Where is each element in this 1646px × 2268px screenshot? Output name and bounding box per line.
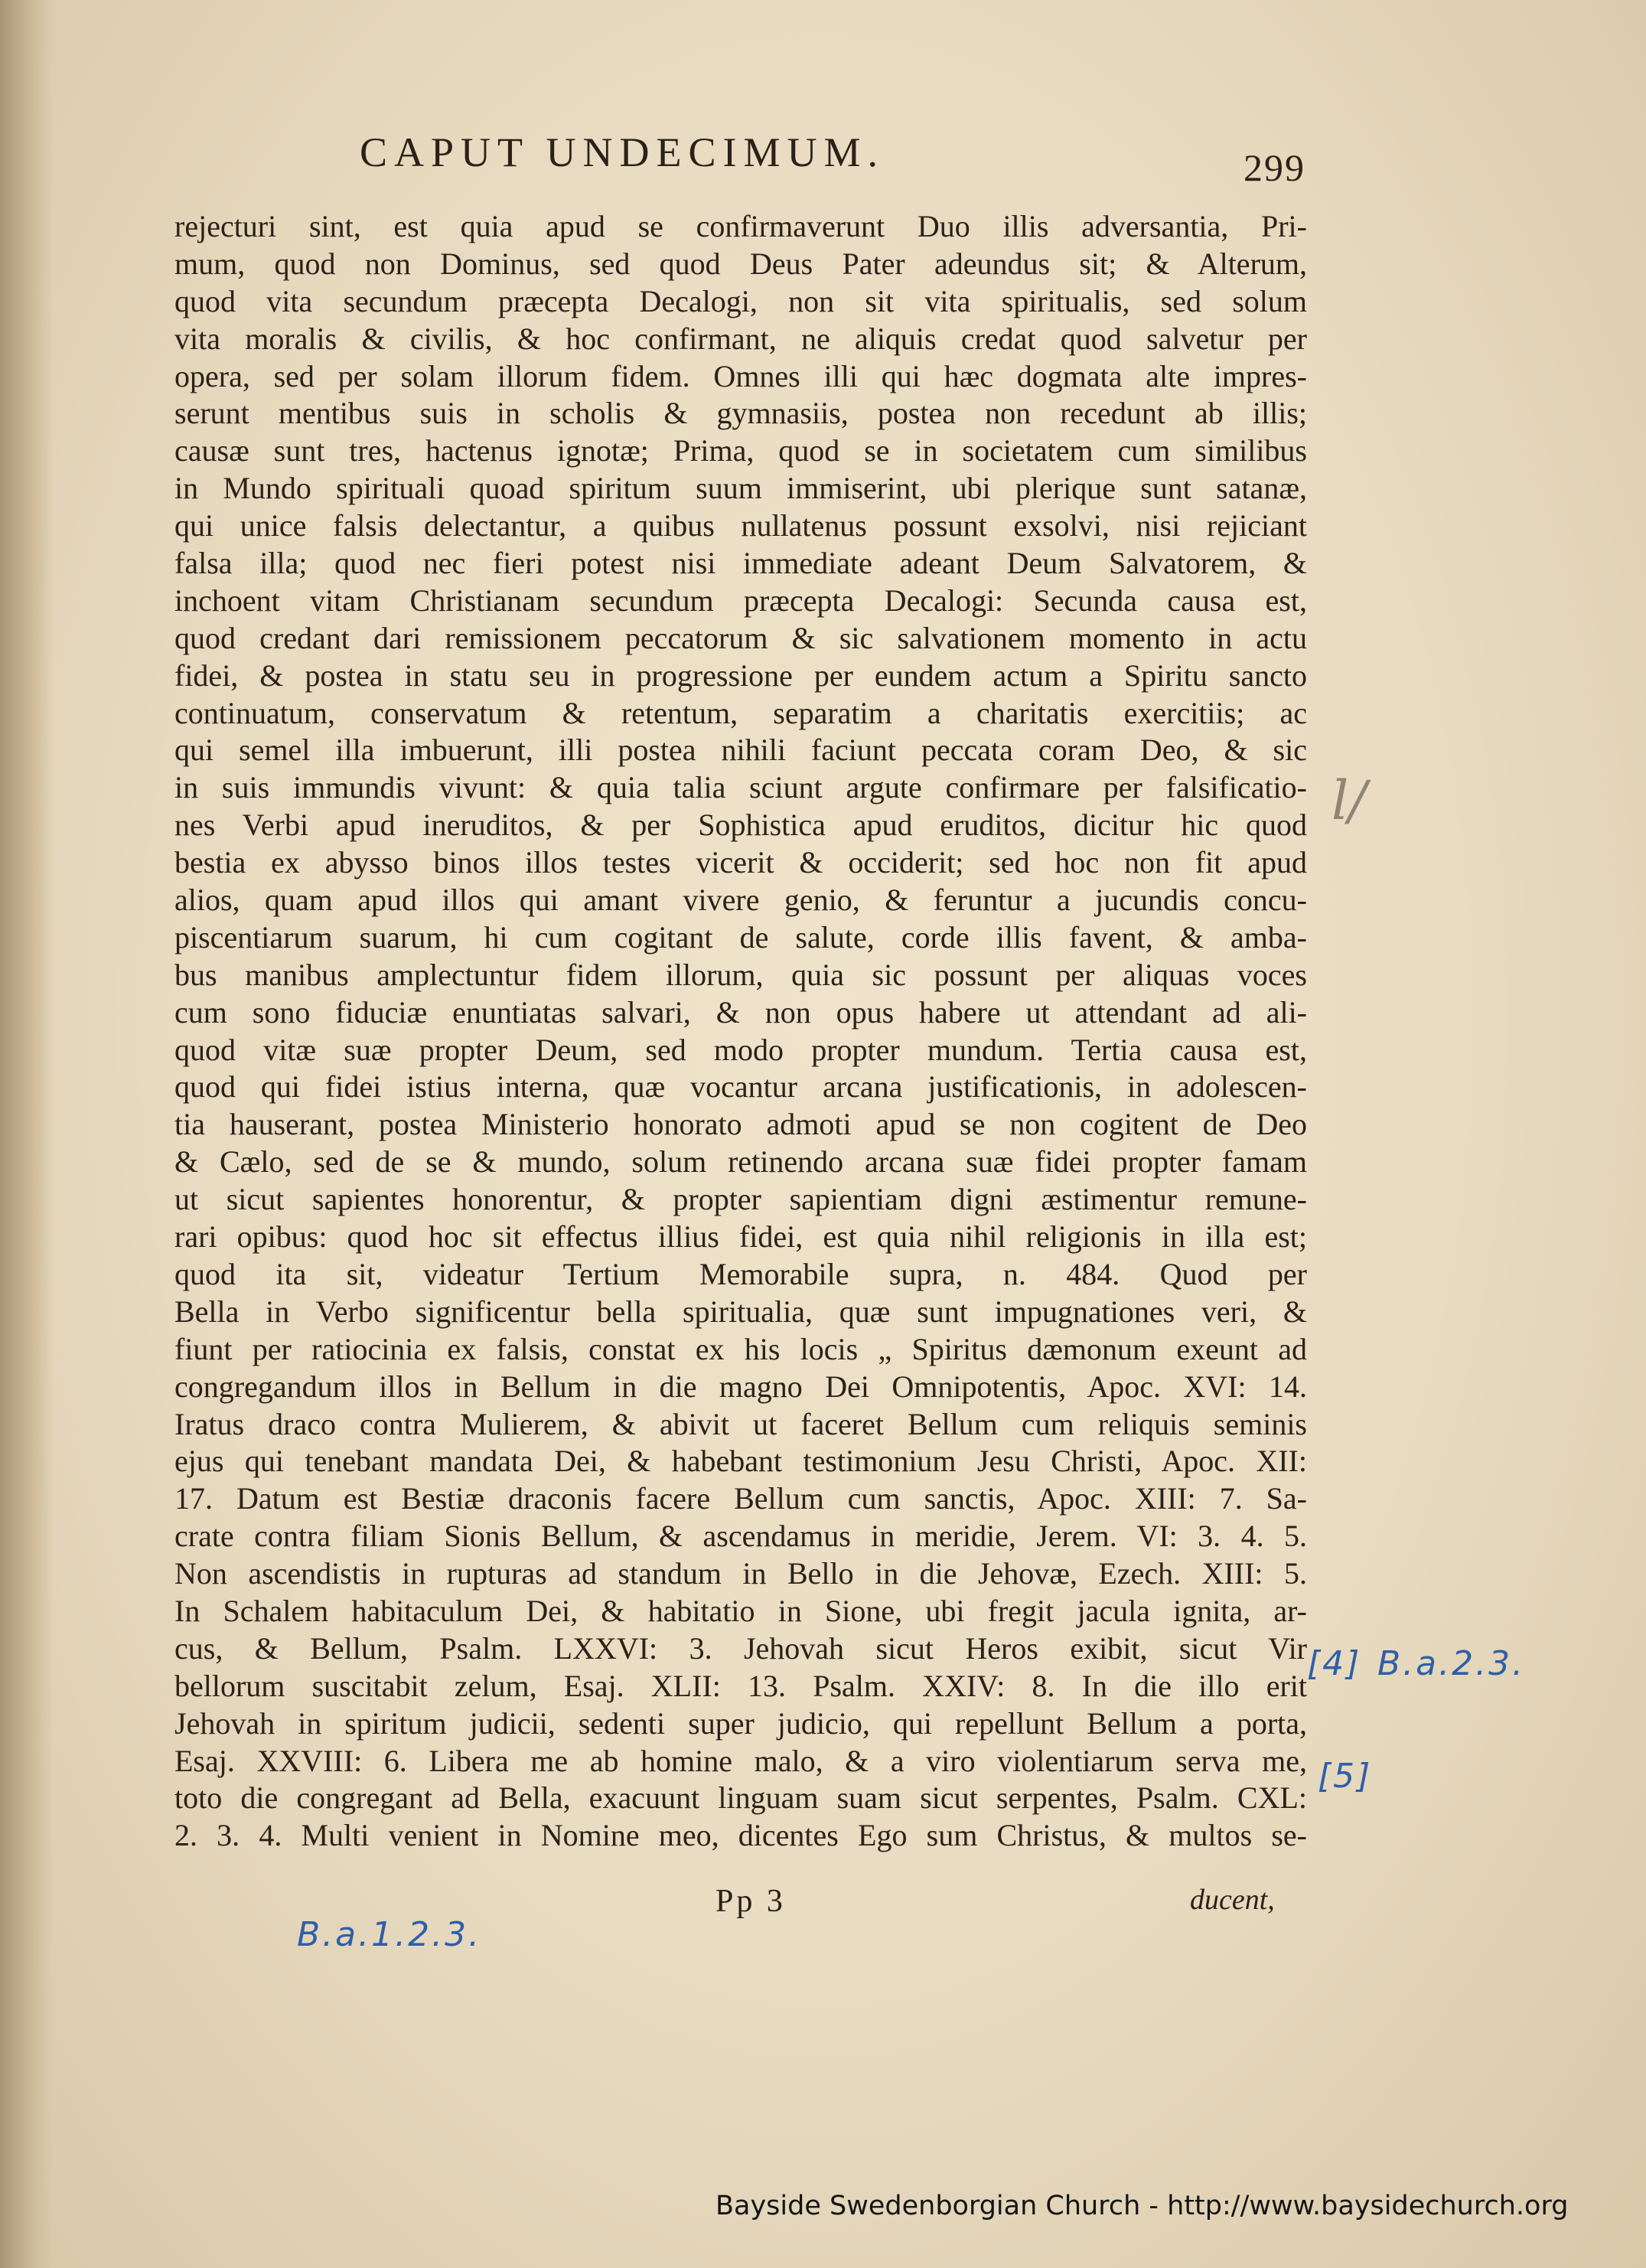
text-line: quod ita sit, videatur Tertium Memorabile supra, n. 484. Quod per xyxy=(174,1256,1307,1291)
text-line: bus manibus amplectuntur fidem illorum, quia sic possunt per aliquas voces xyxy=(174,957,1307,992)
text-line: mum, quod non Dominus, sed quod Deus Pater adeundus sit; & Alterum, xyxy=(174,246,1307,281)
credit-footer: Bayside Swedenborgian Church - http://www.baysidechurch.org xyxy=(715,2191,1569,2221)
text-line: in suis immundis vivunt: & quia talia sciunt argute confirmare per falsificatio- xyxy=(174,770,1307,805)
text-line: falsa illa; quod nec fieri potest nisi immediate adeant Deum Salvatorem, & xyxy=(174,546,1307,581)
text-line: quod vita secundum præcepta Decalogi, non sit vita spiritualis, sed solum xyxy=(174,283,1307,318)
text-line: tia hauserant, postea Ministerio honorato admoti apud se non cogitent de Deo xyxy=(174,1107,1307,1142)
text-line: Esaj. XXVIII: 6. Libera me ab homine malo, & a viro violentiarum serva me, xyxy=(174,1743,1307,1778)
page-gutter-shadow xyxy=(0,0,54,2268)
text-line: toto die congregant ad Bella, exacuunt linguam suam sicut serpentes, Psalm. CXL: xyxy=(174,1780,1307,1816)
text-line: 17. Datum est Bestiæ draconis facere Bellum cum sanctis, Apoc. XIII: 7. Sa- xyxy=(174,1481,1307,1516)
pencil-annotation: l/ xyxy=(1331,769,1367,832)
text-line: ejus qui tenebant mandata Dei, & habebant testimonium Jesu Christi, Apoc. XII: xyxy=(174,1444,1307,1479)
text-line: & Cælo, sed de se & mundo, solum retinendo arcana suæ fidei propter famam xyxy=(174,1144,1307,1180)
handwritten-ref-1: B.a.2.3. xyxy=(1377,1644,1526,1683)
handwritten-ref-2: B.a.1.2.3. xyxy=(297,1915,482,1954)
text-line: causæ sunt tres, hactenus ignotæ; Prima, quod se in societatem cum similibus xyxy=(174,433,1307,468)
text-line: nes Verbi apud ineruditos, & per Sophistica apud eruditos, dicitur hic quod xyxy=(174,808,1307,843)
text-line: In Schalem habitaculum Dei, & habitatio in Sione, ubi fregit jacula ignita, ar- xyxy=(174,1593,1307,1628)
text-line: rari opibus: quod hoc sit effectus illius fidei, est quia nihil religionis in illa est; xyxy=(174,1219,1307,1255)
running-head: CAPUT UNDECIMUM. xyxy=(360,129,885,175)
text-line: crate contra filiam Sionis Bellum, & ascendamus in meridie, Jerem. VI: 3. 4. 5. xyxy=(174,1519,1307,1554)
text-line: vita moralis & civilis, & hoc confirmant, ne aliquis credat quod salvetur per xyxy=(174,321,1307,356)
text-line: fiunt per ratiocinia ex falsis, constat ex his locis „ Spiritus dæmonum exeunt ad xyxy=(174,1331,1307,1366)
handwritten-bracket-5: [5] xyxy=(1318,1757,1373,1796)
body-text xyxy=(174,208,1307,1855)
text-line: qui semel illa imbuerunt, illi postea nihili faciunt peccata coram Deo, & sic xyxy=(174,733,1307,768)
text-line: congregandum illos in Bellum in die magno Dei Omnipotentis, Apoc. XVI: 14. xyxy=(174,1369,1307,1404)
text-line: opera, sed per solam illorum fidem. Omnes illi qui hæc dogmata alte impres- xyxy=(174,358,1307,393)
text-line: alios, quam apud illos qui amant vivere genio, & feruntur a jucundis concu- xyxy=(174,883,1307,918)
text-line: bellorum suscitabit zelum, Esaj. XLII: 13. Psalm. XXIV: 8. In die illo erit xyxy=(174,1668,1307,1703)
text-line: Non ascendistis in rupturas ad standum in Bello in die Jehovæ, Ezech. XIII: 5. xyxy=(174,1556,1307,1591)
text-line: qui unice falsis delectantur, a quibus nullatenus possunt exsolvi, nisi rejiciant xyxy=(174,508,1307,543)
text-line: continuatum, conservatum & retentum, separatim a charitatis exercitiis; ac xyxy=(174,695,1307,730)
text-line: 2. 3. 4. Multi venient in Nomine meo, dicentes Ego sum Christus, & multos se- xyxy=(174,1818,1307,1853)
text-line: Iratus draco contra Mulierem, & abivit ut faceret Bellum cum reliquis seminis xyxy=(174,1406,1307,1441)
catchword: ducent, xyxy=(1190,1884,1275,1916)
signature-mark: Pp 3 xyxy=(715,1884,786,1919)
text-line: cum sono fiduciæ enuntiatas salvari, & non opus habere ut attendant ad ali- xyxy=(174,994,1307,1030)
text-line: ut sicut sapientes honorentur, & propter sapientiam digni æstimentur remune- xyxy=(174,1182,1307,1217)
text-line: cus, & Bellum, Psalm. LXXVI: 3. Jehovah sicut Heros exibit, sicut Vir xyxy=(174,1630,1307,1666)
text-line: quod vitæ suæ propter Deum, sed modo propter mundum. Tertia causa est, xyxy=(174,1032,1307,1067)
text-line: quod credant dari remissionem peccatorum & sic salvationem momento in actu xyxy=(174,620,1307,655)
text-line: Jehovah in spiritum judicii, sedenti super judicio, qui repellunt Bellum a porta, xyxy=(174,1705,1307,1741)
text-line: Bella in Verbo significentur bella spiritualia, quæ sunt impugnationes veri, & xyxy=(174,1294,1307,1329)
page-number: 299 xyxy=(1243,146,1305,189)
text-line: fidei, & postea in statu seu in progressione per eundem actum a Spiritu sancto xyxy=(174,658,1307,693)
text-line: inchoent vitam Christianam secundum præcepta Decalogi: Secunda causa est, xyxy=(174,583,1307,618)
handwritten-bracket-4: [4] xyxy=(1307,1644,1362,1683)
text-line: rejecturi sint, est quia apud se confirmaverunt Duo illis adversantia, Pri- xyxy=(174,209,1307,243)
text-line: in Mundo spirituali quoad spiritum suum immiserint, ubi plerique sunt satanæ, xyxy=(174,471,1307,506)
text-line: piscentiarum suarum, hi cum cogitant de salute, corde illis favent, & amba- xyxy=(174,919,1307,955)
text-line: serunt mentibus suis in scholis & gymnasiis, postea non recedunt ab illis; xyxy=(174,396,1307,431)
text-line: bestia ex abysso binos illos testes vicerit & occiderit; sed hoc non fit apud xyxy=(174,845,1307,880)
text-line: quod qui fidei istius interna, quæ vocantur arcana justificationis, in adolescen- xyxy=(174,1069,1307,1105)
